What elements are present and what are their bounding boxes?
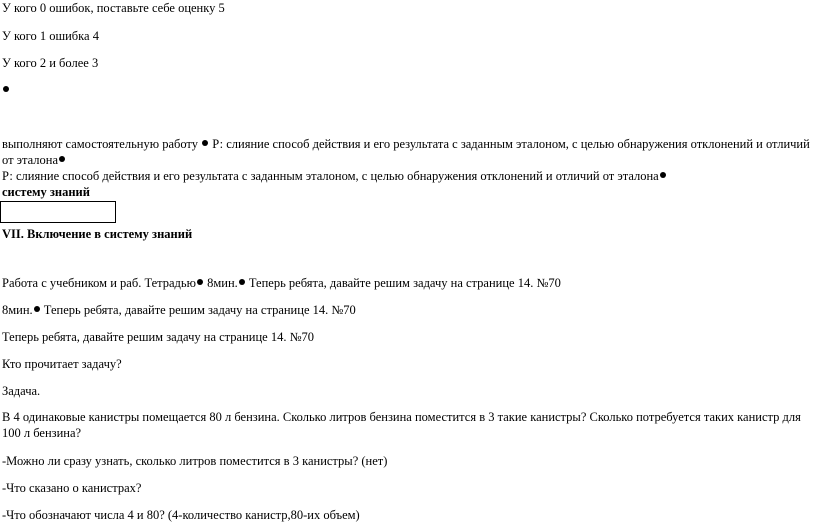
bullet-icon	[3, 86, 9, 92]
task-prompt-line: Теперь ребята, давайте решим задачу на странице 14. №70	[2, 330, 314, 344]
duration-line	[2, 302, 356, 318]
regulatory-full-text: Р: слияние способ действия и его результата с заданным эталоном, с целью обнаружения отклонений и отличий от эталона	[2, 169, 659, 183]
bullet-icon	[660, 172, 666, 178]
bullet-line	[2, 82, 10, 98]
bullet-icon	[202, 140, 208, 146]
knowledge-system-heading: систему знаний	[2, 185, 90, 199]
who-reads-line: Кто прочитает задачу?	[2, 357, 122, 371]
section-vii-heading: VII. Включение в систему знаний	[2, 227, 193, 241]
task-prompt-text: Теперь ребята, давайте решим задачу на странице 14. №70	[43, 303, 356, 317]
grading-line-0-errors: У кого 0 ошибок, поставьте себе оценку 5	[2, 1, 225, 15]
question-line-1: -Можно ли сразу узнать, сколько литров поместится в 3 канистры? (нет)	[2, 454, 388, 468]
textbook-work-line	[2, 275, 561, 291]
task-text-paragraph: В 4 одинаковые канистры помещается 80 л бензина. Сколько литров бензина поместится в 3 такие канистры? Сколько потребуется таких канистр для 100 л бензина?	[2, 410, 801, 440]
self-work-line	[2, 136, 810, 152]
grading-line-1-error: У кого 1 ошибка 4	[2, 29, 99, 43]
regulatory-line	[2, 168, 667, 184]
self-work-text: выполняют самостоятельную работу	[2, 137, 198, 151]
question-line-2: -Что сказано о канистрах?	[2, 481, 142, 495]
bullet-icon	[239, 279, 245, 285]
etalon-text: от эталона	[2, 153, 59, 167]
empty-table-cell	[0, 201, 116, 223]
textbook-text: Работа с учебником и раб. Тетрадью	[2, 276, 196, 290]
bullet-icon	[59, 156, 65, 162]
etalon-line	[2, 152, 66, 168]
bullet-icon	[197, 279, 203, 285]
task-label-line: Задача.	[2, 384, 41, 398]
duration-text: 8мин.	[207, 276, 238, 290]
task-prompt-text: Теперь ребята, давайте решим задачу на странице 14. №70	[248, 276, 561, 290]
question-line-3: -Что обозначают числа 4 и 80? (4-количество канистр,80-их объем)	[2, 508, 360, 522]
grading-line-2-errors: У кого 2 и более 3	[2, 56, 99, 70]
regulatory-text: Р: слияние способ действия и его результата с заданным эталоном, с целью обнаружения отклонений и отличий	[212, 137, 810, 151]
bullet-icon	[34, 306, 40, 312]
duration-text: 8мин.	[2, 303, 33, 317]
